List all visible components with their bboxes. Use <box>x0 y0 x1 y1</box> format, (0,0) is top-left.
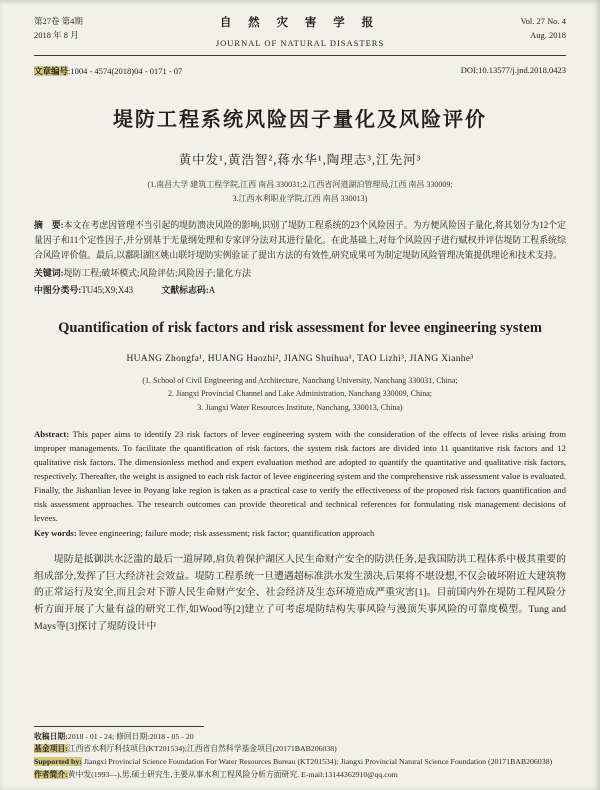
article-number <box>34 65 182 77</box>
abstract-en-label: Abstract: <box>34 428 70 439</box>
header-volume-en <box>416 14 566 43</box>
keywords-cn-label: 关键词: <box>34 267 64 278</box>
keywords-cn <box>34 266 566 280</box>
received-dates <box>34 731 566 744</box>
fund-label: 基金项目: <box>34 744 68 754</box>
abstract-cn <box>34 218 566 262</box>
keywords-en <box>34 528 566 538</box>
affiliations-en <box>34 374 566 415</box>
received-label: 收稿日期: <box>34 731 68 741</box>
abstract-cn-text: 本文在考虑因管理不当引起的堤防溃决风险的影响,识别了堤防工程系统的23个风险因子。为方便风险因子量化,将其划分为12个定量因子和11个定性因子,并分别基于无量纲处理和专家评分法对其进行量化。在此基础上,对每个风险因子进行赋权并评估堤防工程系统综合风险评价值。最后,以鄱阳湖区姚山联圩堤防实例验证了提出方法的有效性,研究成果可为制定堤防风险管理决策提供理论和技术支持。 <box>34 220 566 260</box>
affiliation-en-line: (1. School of Civil Engineering and Architecture, Nanchang University, Nanchang 330031, China; <box>142 375 458 385</box>
journal-name-block <box>184 14 416 50</box>
supported-label: Supported by: <box>34 757 82 767</box>
article-meta-row <box>34 65 566 77</box>
affiliation-cn-line: 3.江西水利职业学院,江西 南昌 330013) <box>232 193 368 203</box>
journal-header <box>34 14 566 50</box>
article-number-value: :1004 - 4574(2018)04 - 0171 - 07 <box>68 65 183 76</box>
author-bio <box>34 769 566 782</box>
keywords-cn-text: 堤防工程;破坏模式;风险评估;风险因子;量化方法 <box>63 267 251 278</box>
volume-issue-en: Vol. 27 No. 4 <box>520 16 566 26</box>
doi: DOI:10.13577/j.jnd.2018.0423 <box>460 64 566 75</box>
clc-line <box>34 283 566 296</box>
clc-value: TU45;X9;X43 <box>81 284 134 295</box>
authors-cn: 黄中发¹,黄浩智²,蒋水华¹,陶理志³,江先河³ <box>178 152 422 167</box>
journal-title-cn: 自 然 灾 害 学 报 <box>219 17 381 29</box>
affiliations-cn <box>34 178 566 205</box>
supported-by <box>34 756 566 769</box>
clc-label: 中图分类号: <box>34 284 82 295</box>
article-number-label: 文章编号 <box>34 65 69 76</box>
header-divider <box>34 55 566 56</box>
abstract-cn-label: 摘 要: <box>34 220 64 231</box>
fund-value: 江西省水利厅科技项目(KT201534);江西省自然科学基金项目(20171BAB206038) <box>67 744 337 754</box>
intro-paragraph: 堤防是抵御洪水泛滥的最后一道屏障,肩负着保护湖区人民生命财产安全的防洪任务,是我国防洪工程体系中极其重要的组成部分,发挥了巨大经济社会效益。堤防工程系统一旦遭遇超标准洪水发生溃决,后果将不堪设想,不仅会破坏附近大建筑物的正常运行及安全,而且会对下游人民生命财产安全、社会经济及生态环境造成严重灾害[1]。目前国内外在堤防工程风险分析方面开展了大量有益的研究工作,如Wood等[2]建立了可考虑堤防结构失事风险与漫顶失事风险的可靠度模型。Tung and Mays等[3]探讨了堤防设计中 <box>34 554 566 632</box>
abstract-en-text: This paper aims to identify 23 risk factors of levee engineering system with the consideration of the effects of levee risks arising from improper managements. To facilitate the quantification of risk factors, the system risk factors are divided into 11 quantitative risk factors and 12 qualitative risk factors. The dimensionless method and expert evaluation method are adopted to quantify the quantitative and qualitative risk factors, respectively. Thereafter, the weight is assigned to each risk factor of levee engineering system and the comprehensive risk assessment value is evaluated. Finally, the Jishanlian levee in Poyang lake region is taken as a practical case to verify the effectiveness of the proposed risk factors quantification and risk assessment approaches. The research outcomes can provide theoretical and technical references for formulating risk management decisions of levees. <box>34 428 567 524</box>
fund-project <box>34 743 566 756</box>
header-volume-cn <box>34 14 184 43</box>
supported-value: Jiangxi Provincial Science Foundation For Water Resources Bureau (KT201534); Jiangxi Provincial Natural Science Foundation (20171BAB206038) <box>83 757 553 767</box>
date-cn: 2018 年 8 月 <box>34 30 79 41</box>
doc-code-label: 文献标志码: <box>161 284 209 295</box>
received-value: 2018 - 01 - 24; 修回日期:2018 - 05 - 20 <box>67 731 194 741</box>
bio-value: 黄中发(1993—),男,硕士研究生,主要从事水利工程风险分析方面研究. E-mail:13144362910@qq.com <box>67 770 398 780</box>
paper-title-en: Quantification of risk factors and risk assessment for levee engineering system <box>58 319 542 336</box>
abstract-en <box>34 427 566 526</box>
journal-title-en: JOURNAL OF NATURAL DISASTERS <box>215 37 385 48</box>
footnote-block <box>34 726 566 782</box>
volume-issue-cn: 第27卷 第4期 <box>34 16 83 26</box>
affiliation-cn-line: (1.南昌大学 建筑工程学院,江西 南昌 330031;2.江西省河道湖泊管理局,江西 南昌 330009; <box>147 179 453 189</box>
doc-code-value: A <box>208 284 216 295</box>
authors-en: HUANG Zhongfa¹, HUANG Haozhi², JIANG Shuihua¹, TAO Lizhi³, JIANG Xianhe³ <box>126 353 474 364</box>
affiliation-en-line: 3. Jiangxi Water Resources Institute, Nanchang, 330013, China) <box>197 402 403 412</box>
paper-title-cn: 堤防工程系统风险因子量化及风险评价 <box>113 108 487 131</box>
affiliation-en-line: 2. Jiangxi Provincial Channel and Lake Administration, Nanchang 330009, China; <box>168 389 432 399</box>
keywords-en-text: levee engineering; failure mode; risk assessment; risk factor; quantification approach <box>78 528 375 539</box>
keywords-en-label: Key words: <box>34 528 77 539</box>
date-en: Aug. 2018 <box>530 30 566 41</box>
footnote-divider <box>34 726 204 727</box>
bio-label: 作者简介: <box>34 770 68 780</box>
